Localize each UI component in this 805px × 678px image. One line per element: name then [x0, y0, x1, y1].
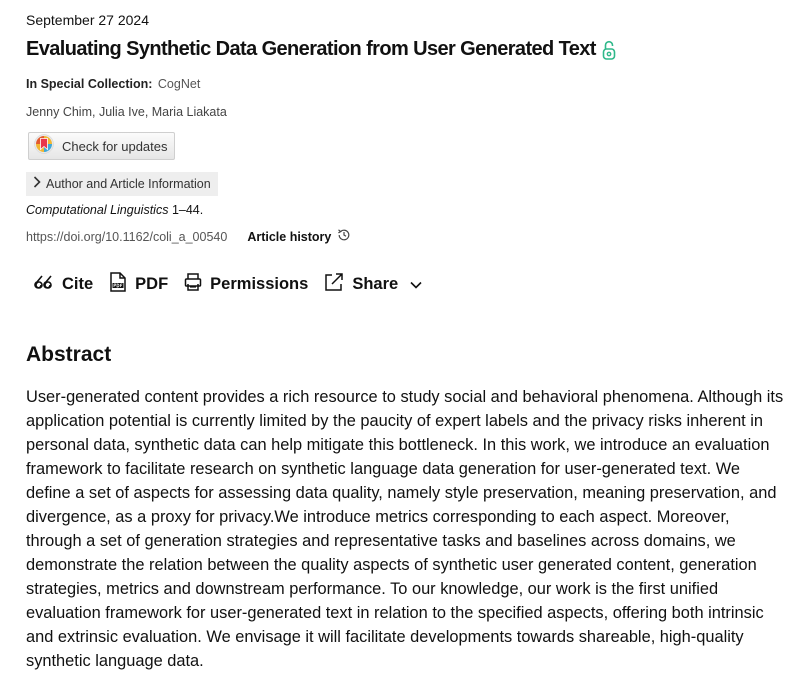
printer-icon [184, 272, 202, 297]
collection-label: In Special Collection: [26, 77, 153, 91]
doi-row [26, 228, 351, 245]
journal-name: Computational Linguistics [26, 203, 169, 217]
title-row [26, 38, 616, 61]
special-collection [26, 77, 200, 91]
author-link[interactable]: Julia Ive [98, 105, 145, 119]
author-list: Jenny Chim, Julia Ive, Maria Liakata [26, 105, 227, 119]
author-article-info-label: Author and Article Information [46, 177, 211, 191]
check-for-updates-label: Check for updates [62, 138, 168, 154]
abstract-text: User-generated content provides a rich resource to study social and behavioral phenomena. Although its application potential is currently limited by the paucity of expert labels and the privacy risks inherent in personal data, synthetic data can help mitigate this bottleneck. In this work, we introduce an evaluation framework to facilitate research on synthetic language data generation for user-generated text. We define a set of aspects for assessing data quality, namely style preservation, meaning preservation, and divergence, as a proxy for privacy.We introduce metrics corresponding to each aspect. Moreover, through a set of generation strategies and representative tasks and baselines across domains, we demonstrate the relation between the quality aspects of synthetic user generated content, generation strategies, metrics and downstream performance. To our knowledge, our work is the first unified evaluation framework for user-generated text in relation to the specified aspects, offering both intrinsic and extrinsic evaluation. We envisage it will facilitate developments towards shareable, high-quality synthetic language data. [26, 388, 784, 670]
abstract-heading: Abstract [26, 343, 112, 366]
chevron-down-icon [410, 276, 422, 294]
article-toolbar [34, 272, 438, 297]
article-title: Evaluating Synthetic Data Generation from User Generated Text [26, 38, 596, 60]
permissions-button[interactable] [184, 272, 308, 297]
author-link[interactable]: Maria Liakata [151, 105, 227, 119]
pdf-button[interactable] [109, 272, 168, 297]
crossmark-icon [34, 134, 54, 159]
history-clock-icon [331, 228, 351, 245]
check-for-updates-button[interactable] [28, 132, 175, 160]
page-range: 1–44. [171, 203, 204, 217]
pdf-icon [109, 272, 127, 297]
author-article-info-toggle[interactable] [26, 172, 218, 196]
cite-label: Cite [62, 275, 94, 293]
publication-date: September 27 2024 [26, 12, 149, 28]
cite-button[interactable] [34, 274, 93, 295]
doi-link[interactable]: https://doi.org/10.1162/coli_a_00540 [26, 229, 228, 244]
author-link[interactable]: Jenny Chim [26, 105, 92, 119]
article-history-button[interactable] [247, 228, 351, 245]
collection-link[interactable]: CogNet [157, 77, 201, 91]
share-arrow-icon [324, 272, 344, 297]
share-label: Share [352, 275, 399, 293]
quote-icon [34, 274, 54, 295]
pdf-label: PDF [135, 275, 169, 293]
journal-citation [26, 203, 203, 217]
share-button[interactable] [324, 272, 422, 297]
article-history-label: Article history [247, 229, 332, 244]
open-access-lock-icon [602, 40, 616, 60]
permissions-label: Permissions [210, 275, 309, 293]
chevron-right-icon [33, 175, 41, 193]
